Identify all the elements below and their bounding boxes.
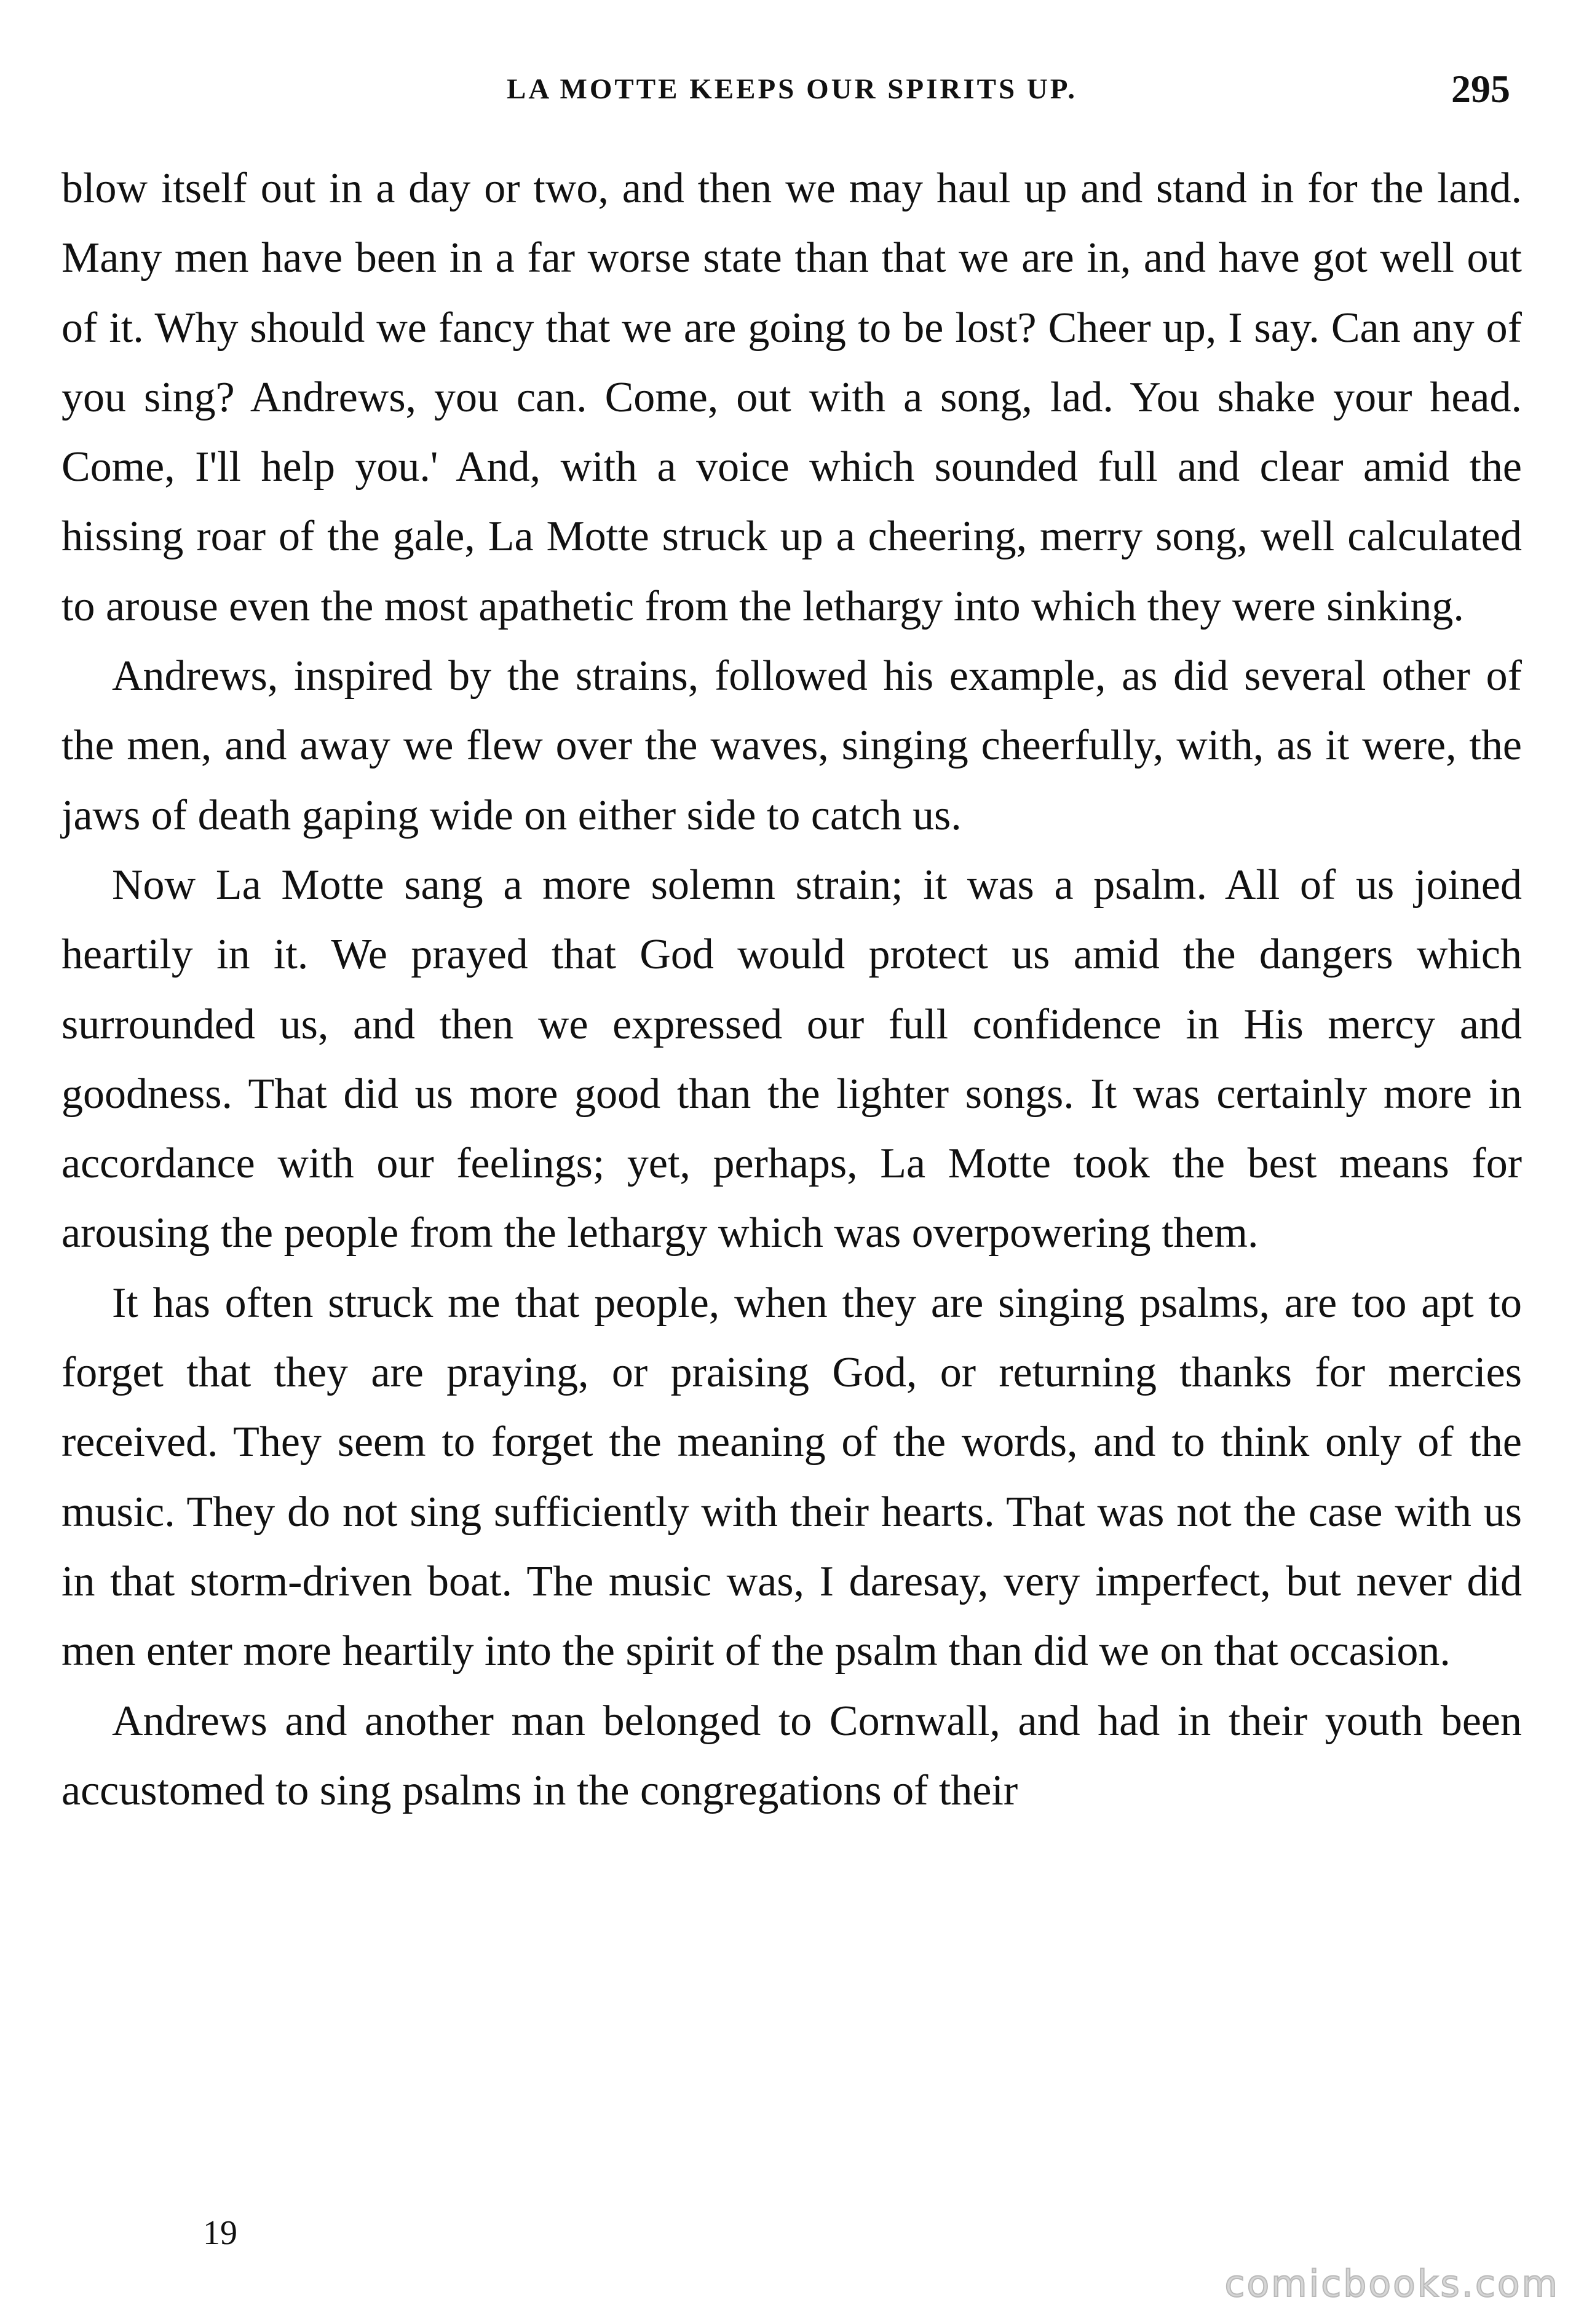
running-title: LA MOTTE KEEPS OUR SPIRITS UP. <box>507 73 1077 105</box>
paragraph-continued: blow itself out in a day or two, and then we may haul up and stand in for the land. Many men have been in a far worse state than that we are in, and have got well out of it. Why should we fancy that we are going to be lost? Cheer up, I say. Can any of you sing? Andrews, you can. Come, out with a song, lad. You shake your head. Come, I'll help you.' And, with a voice which sounded full and clear amid the hissing roar of the gale, La Motte struck up a cheering, merry song, well calculated to arouse even the most apathetic from the lethargy into which they were sinking. <box>61 165 1522 630</box>
paragraph: Andrews, inspired by the strains, followed his example, as did several other of the men, and away we flew over the waves, singing cheerfully, with, as it were, the jaws of death gaping wide on either side to catch us. <box>61 652 1522 839</box>
running-head <box>61 66 1523 116</box>
body-text <box>61 154 1522 1825</box>
signature-mark: 19 <box>203 2214 237 2252</box>
paragraph: It has often struck me that people, when they are singing psalms, are too apt to forget that they are praying, or praising God, or returning thanks for mercies received. They seem to forget the meaning of the words, and to think only of the music. They do not sing sufficiently with their hearts. That was not the case with us in that storm-driven boat. The music was, I daresay, very imperfect, but never did men enter more heartily into the spirit of the psalm than did we on that occasion. <box>61 1279 1522 1675</box>
paragraph: Now La Motte sang a more solemn strain; it was a psalm. All of us joined heartily in it. We prayed that God would protect us amid the dangers which surrounded us, and then we expressed our full confidence in His mercy and goodness. That did us more good than the lighter songs. It was certainly more in accordance with our feelings; yet, perhaps, La Motte took the best means for arousing the people from the lethargy which was overpowering them. <box>61 861 1522 1257</box>
paragraph: Andrews and another man belonged to Cornwall, and had in their youth been accustomed to sing psalms in the congregations of their <box>61 1697 1522 1814</box>
watermark: comicbooks.com <box>1224 2263 1559 2306</box>
page-number: 295 <box>1451 67 1510 111</box>
